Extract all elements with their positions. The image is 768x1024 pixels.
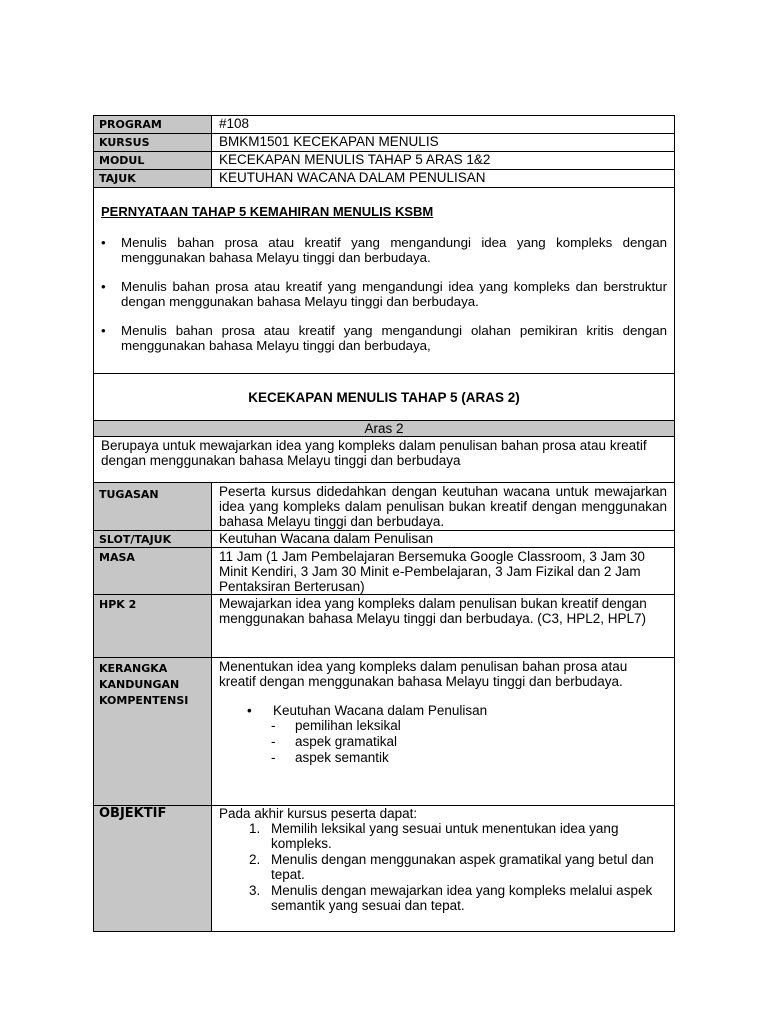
pernyataan-item — [101, 323, 667, 353]
kerangka-label-line: KANDUNGAN — [99, 678, 180, 691]
objektif-value — [212, 806, 674, 931]
kerangka-label — [94, 658, 212, 805]
objektif-item — [219, 883, 667, 913]
bullet-icon: • — [101, 235, 106, 250]
slot-value: Keutuhan Wacana dalam Penulisan — [219, 531, 434, 546]
aras-label: Aras 2 — [93, 421, 675, 437]
bullet-icon: • — [101, 279, 106, 294]
pernyataan-item-text: Menulis bahan prosa atau kreatif yang mengandungi idea yang kompleks dengan menggunakan bahasa Melayu tinggi dan berbudaya. — [121, 235, 667, 265]
dash-icon: - — [271, 734, 276, 749]
tajuk-row — [93, 170, 675, 188]
bullet-icon: • — [101, 323, 106, 338]
hpk-value: Mewajarkan idea yang kompleks dalam penulisan bukan kreatif dengan menggunakan bahasa Melayu tinggi dan berbudaya. (C3, HPL2, HPL7) — [219, 596, 647, 626]
kerangka-value — [212, 658, 674, 805]
bullet-icon: • — [247, 703, 252, 718]
tajuk-value: KEUTUHAN WACANA DALAM PENULISAN — [219, 170, 486, 185]
program-label: PROGRAM — [94, 116, 212, 133]
dash-icon: - — [271, 718, 276, 733]
modul-label: MODUL — [94, 152, 212, 169]
kerangka-sub-item — [219, 750, 667, 766]
kerangka-label-line: KOMPENTENSI — [99, 694, 189, 707]
objektif-number: 2. — [249, 852, 261, 867]
pernyataan-item-text: Menulis bahan prosa atau kreatif yang mengandungi olahan pemikiran kritis dengan menggunakan bahasa Melayu tinggi dan berbudaya, — [121, 323, 667, 353]
objektif-text: Menulis dengan mewajarkan idea yang kompleks melalui aspek semantik yang sesuai dan tepat. — [271, 883, 653, 913]
kursus-row — [93, 134, 675, 152]
objektif-text: Menulis dengan menggunakan aspek gramatikal yang betul dan tepat. — [271, 852, 654, 882]
objektif-number: 1. — [249, 821, 261, 836]
tugasan-label: TUGASAN — [94, 483, 212, 530]
program-row — [93, 115, 675, 134]
dash-icon: - — [271, 750, 276, 765]
modul-value: KECEKAPAN MENULIS TAHAP 5 ARAS 1&2 — [219, 152, 491, 167]
kecekapan-title: KECEKAPAN MENULIS TAHAP 5 (ARAS 2) — [93, 374, 675, 421]
kursus-value: BMKM1501 KECEKAPAN MENULIS — [219, 134, 439, 149]
kerangka-label-line: KERANGKA — [99, 662, 168, 675]
kerangka-row — [93, 658, 675, 806]
pernyataan-item — [101, 279, 667, 309]
hpk-row — [93, 595, 675, 658]
masa-label: MASA — [94, 548, 212, 594]
objektif-label: OBJEKTIF — [94, 806, 212, 931]
kerangka-sub-text: pemilihan leksikal — [295, 718, 401, 733]
kerangka-sub-item — [219, 718, 667, 734]
kerangka-sub-item — [219, 734, 667, 750]
kursus-label: KURSUS — [94, 134, 212, 151]
pernyataan-item-text: Menulis bahan prosa atau kreatif yang mengandungi idea yang kompleks dan berstruktur dengan menggunakan bahasa Melayu tinggi dan berbudaya. — [121, 279, 667, 309]
objektif-row — [93, 806, 675, 932]
kerangka-sub-text: aspek semantik — [295, 750, 389, 765]
tugasan-row — [93, 483, 675, 531]
objektif-number: 3. — [249, 883, 261, 898]
tugasan-value: Peserta kursus didedahkan dengan keutuhan wacana untuk mewajarkan idea yang kompleks dalam penulisan bukan kreatif dengan menggunakan bahasa Melayu tinggi dan berbudaya. — [219, 484, 667, 529]
pernyataan-item — [101, 235, 667, 265]
tajuk-label: TAJUK — [94, 170, 212, 187]
pernyataan-section — [93, 188, 675, 374]
slot-label: SLOT/TAJUK — [94, 531, 212, 547]
slot-row — [93, 531, 675, 548]
kerangka-intro: Menentukan idea yang kompleks dalam penulisan bahan prosa atau kreatif dengan menggunakan bahasa Melayu tinggi dan berbudaya. — [219, 659, 628, 689]
hpk-label: HPK 2 — [94, 595, 212, 657]
masa-row — [93, 548, 675, 595]
objektif-text: Memilih leksikal yang sesuai untuk menentukan idea yang kompleks. — [271, 821, 619, 851]
kerangka-main-item — [219, 703, 667, 718]
modul-row — [93, 152, 675, 170]
pernyataan-title: PERNYATAAN TAHAP 5 KEMAHIRAN MENULIS KSBM — [101, 204, 434, 219]
berupaya-statement: Berupaya untuk mewajarkan idea yang kompleks dalam penulisan bahan prosa atau kreatif dengan menggunakan bahasa Melayu tinggi dan berbudaya — [93, 437, 675, 483]
program-value: #108 — [219, 116, 250, 131]
objektif-intro: Pada akhir kursus peserta dapat: — [219, 806, 418, 821]
objektif-item — [219, 821, 667, 851]
kerangka-sub-text: aspek gramatikal — [295, 734, 398, 749]
kerangka-main-text: Keutuhan Wacana dalam Penulisan — [273, 703, 488, 718]
masa-value: 11 Jam (1 Jam Pembelajaran Bersemuka Google Classroom, 3 Jam 30 Minit Kendiri, 3 Jam 30 Minit e-Pembelajaran, 3 Jam Fizikal dan 2 Jam Pentaksiran Berterusan) — [219, 549, 645, 594]
objektif-item — [219, 852, 667, 882]
document-table — [93, 115, 675, 932]
